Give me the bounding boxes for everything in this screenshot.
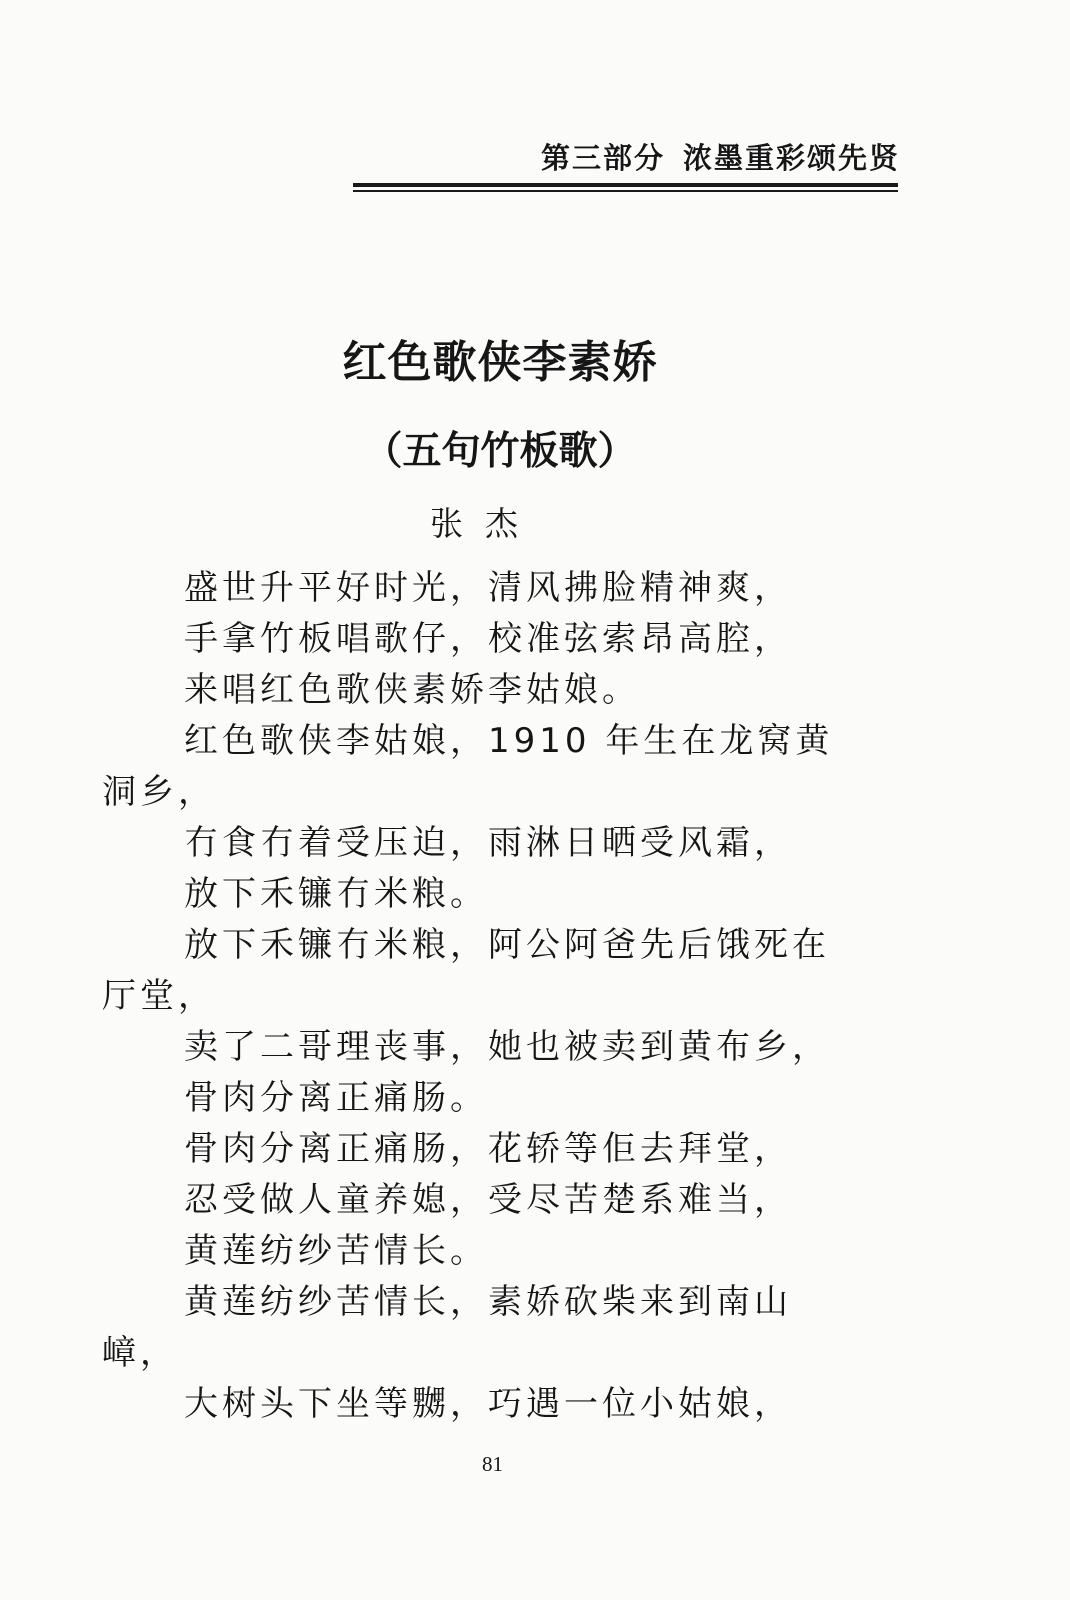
poem-line: 骨肉分离正痛肠。 (184, 1078, 488, 1118)
poem-line: 大树头下坐等嬲，巧遇一位小姑娘， (184, 1384, 792, 1424)
poem-line: 忍受做人童养媳，受尽苦楚系难当， (184, 1180, 792, 1220)
page-number: 81 (482, 1452, 503, 1476)
poem-line: 骨肉分离正痛肠，花轿等佢去拜堂， (184, 1129, 792, 1169)
poem-line-continuation: 嶂， (102, 1333, 178, 1373)
poem-line: 黄莲纺纱苦情长，素娇砍柴来到南山 (184, 1282, 792, 1322)
poem-line: 黄莲纺纱苦情长。 (184, 1231, 488, 1271)
header-part: 第三部分 (540, 141, 665, 175)
header-rule-thin (353, 190, 898, 192)
poem-line-continuation: 厅堂， (102, 976, 216, 1016)
poem-line: 来唱红色歌侠素娇李姑娘。 (184, 670, 640, 710)
poem-line: 手拿竹板唱歌仔，校准弦索昂高腔， (184, 619, 792, 659)
poem-line: 放下禾镰冇米粮，阿公阿爸先后饿死在 (184, 925, 830, 965)
poem-title: 红色歌侠李素娇 (342, 337, 658, 388)
author-name: 张杰 (430, 504, 540, 543)
header-section: 浓墨重彩颂先贤 (682, 141, 900, 175)
running-header (508, 136, 900, 177)
poem-line-continuation: 洞乡， (102, 772, 216, 812)
poem-line: 红色歌侠李姑娘，1910 年生在龙窝黄 (184, 721, 834, 761)
poem-subtitle: （五句竹板歌） (363, 429, 637, 474)
header-rule (353, 183, 898, 187)
poem-body (102, 563, 902, 1430)
poem-line: 卖了二哥理丧事，她也被卖到黄布乡， (184, 1027, 830, 1067)
poem-line: 放下禾镰冇米粮。 (184, 874, 488, 914)
poem-line: 盛世升平好时光，清风拂脸精神爽， (184, 568, 792, 608)
poem-line: 冇食冇着受压迫，雨淋日晒受风霜， (184, 823, 792, 863)
